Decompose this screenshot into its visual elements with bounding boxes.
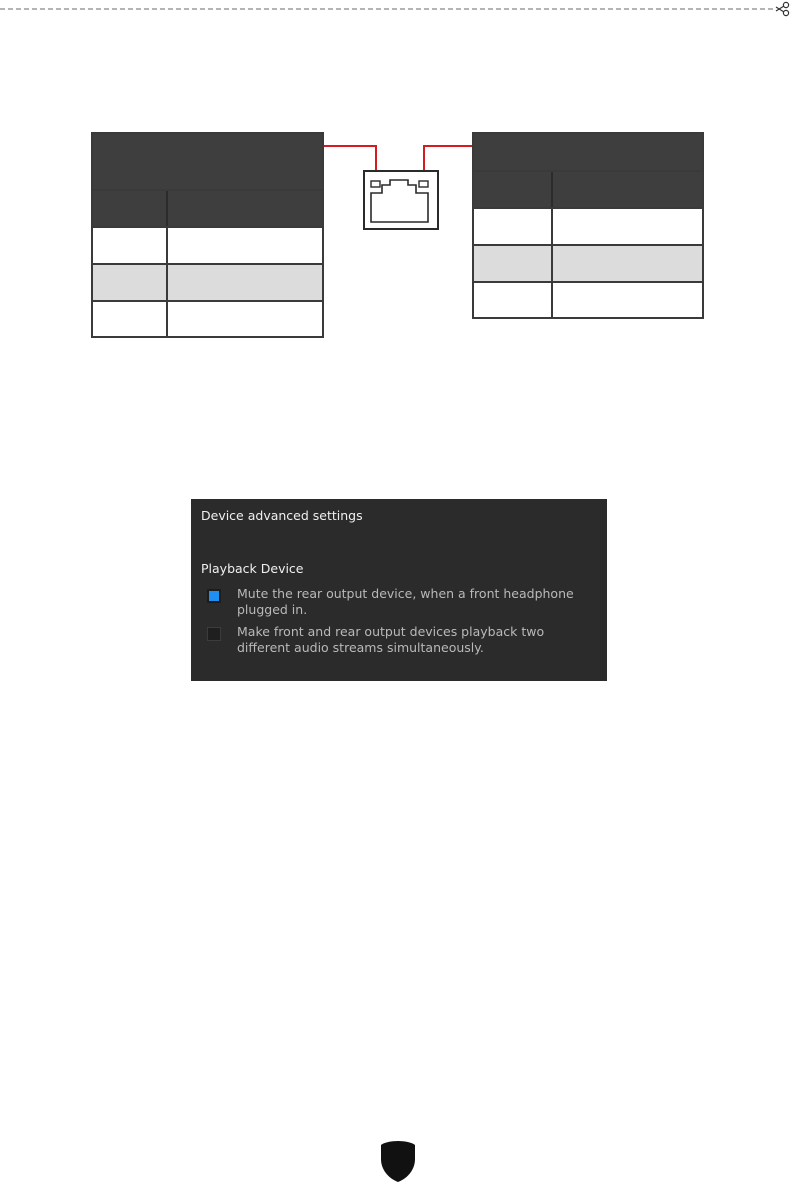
shield-logo-icon [379, 1139, 417, 1183]
device-advanced-settings-panel [191, 499, 607, 681]
led-table-right-col2-header [553, 172, 702, 207]
led-table-left-col1-header [93, 191, 168, 226]
table-row [474, 209, 702, 246]
panel-title: Device advanced settings [201, 508, 363, 523]
table-cell [168, 265, 322, 300]
led-table-right-header-row [474, 172, 702, 209]
option-label: Make front and rear output devices playback two different audio streams simultaneously. [237, 624, 545, 655]
cut-line [0, 0, 794, 20]
section-title: Playback Device [201, 561, 304, 576]
table-cell [553, 283, 702, 317]
option-label: Mute the rear output device, when a front headphone plugged in. [237, 586, 574, 617]
led-table-left-header-row [93, 191, 322, 228]
two-streams-checkbox[interactable] [207, 627, 221, 641]
table-row [93, 228, 322, 265]
option-mute-rear[interactable] [207, 586, 599, 617]
table-cell [553, 246, 702, 281]
led-table-right-col1-header [474, 172, 553, 207]
table-row [474, 283, 702, 317]
led-table-left [91, 132, 324, 338]
led-table-left-title [93, 134, 322, 191]
scissors-icon [776, 2, 789, 15]
led-table-right [472, 132, 704, 319]
table-row [93, 265, 322, 302]
table-cell [474, 209, 553, 244]
table-cell [93, 228, 168, 263]
table-cell [168, 228, 322, 263]
table-cell [553, 209, 702, 244]
led-table-left-col2-header [168, 191, 322, 226]
option-two-streams[interactable] [207, 624, 599, 655]
table-row [93, 302, 322, 336]
table-cell [168, 302, 322, 336]
table-cell [93, 265, 168, 300]
mute-rear-checkbox[interactable] [207, 589, 221, 603]
rj45-port-icon [364, 171, 438, 229]
led-table-right-title [474, 134, 702, 172]
rj45-port-diagram [320, 140, 480, 235]
table-cell [474, 283, 553, 317]
table-cell [474, 246, 553, 281]
table-row [474, 246, 702, 283]
table-cell [93, 302, 168, 336]
